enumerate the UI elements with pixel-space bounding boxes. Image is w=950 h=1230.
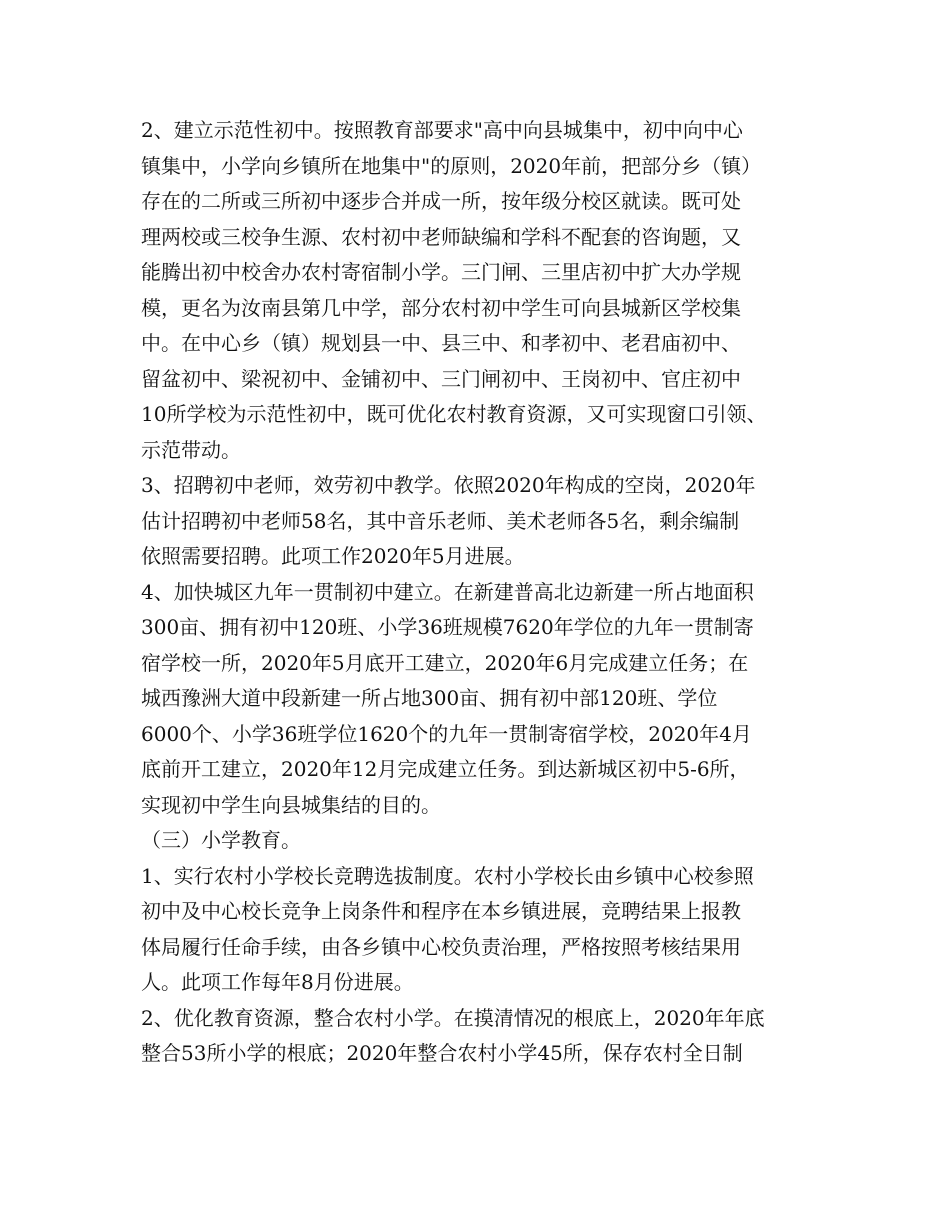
text-line: 2、建立示范性初中。按照教育部要求"高中向县城集中，初中向中心 (141, 118, 743, 142)
text-line: 初中及中心校长竞争上岗条件和程序在本乡镇进展，竞聘结果上报教 (141, 899, 741, 923)
text-line: 实现初中学生向县城集结的目的。 (141, 792, 441, 817)
text-line: 中。在中心乡（镇）规划县一中、县三中、和孝初中、老君庙初中、 (141, 331, 741, 355)
text-line: 存在的二所或三所初中逐步合并成一所，按年级分校区就读。既可处 (141, 189, 741, 213)
text-line: 体局履行任命手续，由各乡镇中心校负责治理，严格按照考核结果用 (141, 934, 741, 959)
text-line: 人。此项工作每年8月份进展。 (141, 970, 414, 994)
text-line: 留盆初中、梁祝初中、金铺初中、三门闸初中、王岗初中、官庄初中 (141, 366, 741, 391)
section-heading: （三）小学教育。 (141, 828, 301, 852)
text-line: 4、加快城区九年一贯制初中建立。在新建普高北边新建一所占地面积 (141, 579, 754, 604)
text-line: 3、招聘初中老师，效劳初中教学。依照2020年构成的空岗，2020年 (141, 473, 756, 497)
text-line: 示范带动。 (141, 437, 241, 462)
text-line: 10所学校为示范性初中，既可优化农村教育资源，又可实现窗口引领、 (141, 402, 767, 426)
text-line: 2、优化教育资源，整合农村小学。在摸清情况的根底上，2020年年底 (141, 1005, 765, 1030)
text-line: 300亩、拥有初中120班、小学36班规模7620年学位的九年一贯制寄 (141, 615, 754, 639)
text-line: 理两校或三校争生源、农村初中老师缺编和学科不配套的咨询题，又 (141, 224, 741, 249)
body-text (141, 113, 861, 1072)
text-line: 底前开工建立，2020年12月完成建立任务。到达新城区初中5-6所， (141, 757, 750, 781)
text-line: 模，更名为汝南县第几中学，部分农村初中学生可向县城新区学校集 (141, 295, 741, 320)
text-line: 整合53所小学的根底；2020年整合农村小学45所，保存农村全日制 (141, 1041, 743, 1065)
text-line: 依照需要招聘。此项工作2020年5月进展。 (141, 544, 525, 568)
text-line: 能腾出初中校舍办农村寄宿制小学。三门闸、三里店初中扩大办学规 (141, 260, 741, 284)
text-line: 估计招聘初中老师58名，其中音乐老师、美术老师各5名，剩余编制 (141, 508, 740, 533)
text-line: 镇集中，小学向乡镇所在地集中"的原则，2020年前，把部分乡（镇） (141, 153, 762, 178)
text-line: 宿学校一所，2020年5月底开工建立，2020年6月完成建立任务；在 (141, 650, 749, 675)
text-line: 城西豫洲大道中段新建一所占地300亩、拥有初中部120班、学位 (141, 686, 718, 710)
text-line: 6000个、小学36班学位1620个的九年一贯制寄宿学校，2020年4月 (141, 721, 752, 746)
text-line: 1、实行农村小学校长竞聘选拔制度。农村小学校长由乡镇中心校参照 (141, 863, 754, 888)
